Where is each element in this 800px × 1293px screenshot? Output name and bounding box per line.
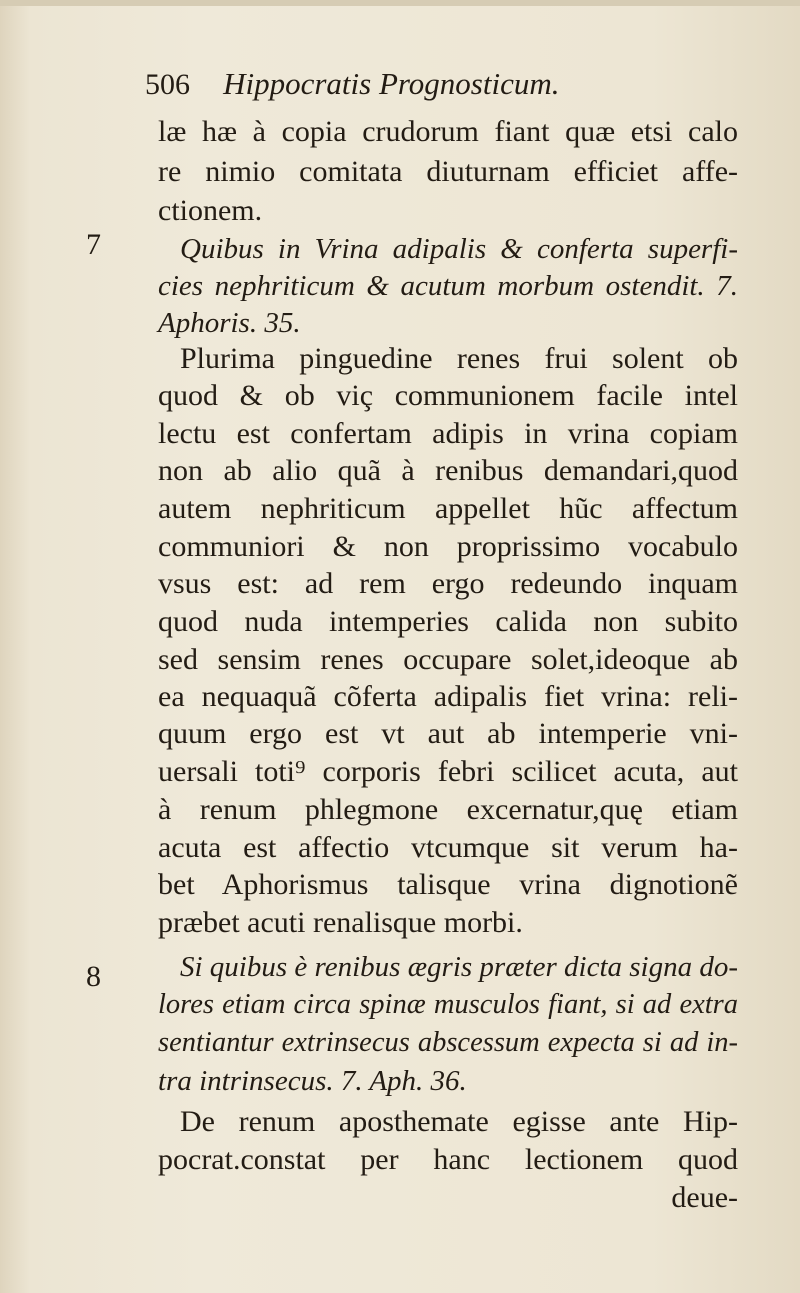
text-line: ctionem. <box>158 194 263 227</box>
page-number: 506 <box>145 68 190 101</box>
aphorism-heading-line: Si quibus è renibus ægris præter dicta signa do- <box>180 951 738 983</box>
text-line: vsus est: ad rem ergo redeundo inquam <box>158 567 738 600</box>
text-line: non ab alio quã à renibus demandari,quod <box>158 454 738 487</box>
margin-number-8: 8 <box>86 960 101 993</box>
aphorism-heading-line: tra intrinsecus. 7. Aph. 36. <box>158 1065 467 1097</box>
text-line: De renum aposthemate egisse ante Hip- <box>180 1105 738 1138</box>
text-line: acuta est affectio vtcumque sit verum ha- <box>158 831 738 864</box>
text-line: re nimio comitata diuturnam efficiet affe- <box>158 155 738 188</box>
aphorism-heading-line: Quibus in Vrina adipalis & conferta superfi- <box>180 233 738 265</box>
text-line: quum ergo est vt aut ab intemperie vni- <box>158 717 738 750</box>
page-header <box>145 66 560 102</box>
aphorism-heading-line: cies nephriticum & acutum morbum ostendit. 7. <box>158 270 738 302</box>
text-line: sed sensim renes occupare solet,ideoque ab <box>158 643 738 676</box>
text-line: ea nequaquã cõferta adipalis fiet vrina: reli- <box>158 680 738 713</box>
aphorism-heading-line: sentiantur extrinsecus abscessum expecta si ad in- <box>158 1027 738 1058</box>
text-line: quod & ob viç communionem facile intel <box>158 379 738 412</box>
running-title: Hippocratis Prognosticum. <box>223 66 560 101</box>
margin-number-7: 7 <box>86 228 101 261</box>
text-line: læ hæ à copia crudorum fiant quæ etsi calo <box>158 115 738 148</box>
text-line: pocrat.constat per hanc lectionem quod <box>158 1143 738 1176</box>
text-line: à renum phlegmone excernatur,quę etiam <box>158 793 738 826</box>
text-line: autem nephriticum appellet hũc affectum <box>158 492 738 525</box>
catchword: deue- <box>671 1181 738 1214</box>
text-line: præbet acuti renalisque morbi. <box>158 906 523 939</box>
aphorism-heading-line: lores etiam circa spinæ musculos fiant, si ad extra <box>158 989 738 1020</box>
text-line: quod nuda intemperies calida non subito <box>158 605 738 638</box>
text-line: bet Aphorismus talisque vrina dignotionẽ <box>158 868 738 901</box>
text-line: communiori & non proprissimo vocabulo <box>158 530 738 563</box>
aphorism-heading-line: Aphoris. 35. <box>158 307 301 339</box>
text-line: uersali toti⁹ corporis febri scilicet acuta, aut <box>158 755 738 788</box>
page-edge <box>0 0 800 6</box>
text-line: Plurima pinguedine renes frui solent ob <box>180 342 738 375</box>
text-line: lectu est confertam adipis in vrina copiam <box>158 417 738 450</box>
